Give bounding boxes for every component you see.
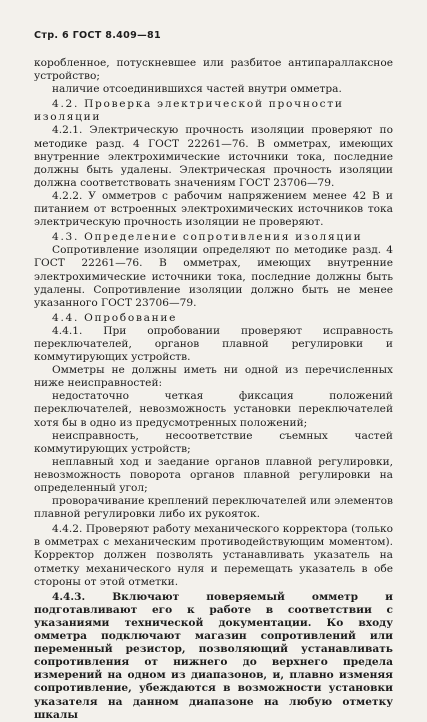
document-body (34, 57, 393, 722)
paragraph: 4.2.1. Электрическую прочность изоляции проверяют по методике разд. 4 ГОСТ 22261—76. В омметрах, имеющих внутренние электрохимические источники тока, последние должны быть удалены. Электрическая прочность изоляции должна соответствовать значениям ГОСТ 23706—79. (34, 124, 393, 189)
list-item: недостаточно четкая фиксация положений переключателей, невозможность установки переключателей хотя бы в одно из предусмотренных положений; (34, 390, 393, 429)
section-heading: 4.3. Определение сопротивления изоляции (52, 231, 363, 244)
paragraph: Омметры не должны иметь ни одной из перечисленных ниже неисправностей: (34, 364, 393, 390)
paragraph: наличие отсоединившихся частей внутри омметра. (52, 83, 342, 96)
paragraph: 4.2.2. У омметров с рабочим напряжением менее 42 В и питанием от встроенных электрохимических источников тока электрическую прочность изоляции не проверяют. (34, 189, 393, 229)
paragraph: 4.4.3. Включают поверяемый омметр и подготавливают его к работе в соответствии с указаниями технической документации. Ко входу омметра подключают магазин сопротивлений или переменный резистор, позволяющий устанавливать сопротивления от нижнего до верхнего предела измерений на одном из диапазонов, и, плавно изменяя сопротивление, убеждаются в возможности установки указателя на данном диапазоне на любую отметку шкалы (34, 590, 393, 721)
paragraph: коробленное, потускневшее или разбитое антипараллаксное устройство; (34, 57, 393, 83)
paragraph: 4.4.1. При опробовании проверяют исправность переключателей, органов плавной регулировки и коммутирующих устройств. (34, 324, 393, 364)
list-item: неисправность, несоответствие съемных частей коммутирующих устройств; (34, 429, 393, 455)
section-heading: 4.2. Проверка электрической прочности изоляции (34, 98, 344, 124)
section-heading: 4.4. Опробование (52, 311, 178, 324)
page-header: Стр. 6 ГОСТ 8.409—81 (34, 30, 161, 41)
paragraph: Сопротивление изоляции определяют по методике разд. 4 ГОСТ 22261—76. В омметрах, имеющих внутренние электрохимические источники тока, последние должны быть удалены. Сопротивление изоляции должно быть не менее указанного ГОСТ 23706—79. (34, 244, 393, 309)
list-item: неплавный ход и заедание органов плавной регулировки, невозможность поворота органов плавной регулировки на определенный угол; (34, 455, 393, 494)
list-item: проворачивание креплений переключателей или элементов плавной регулировки либо их рукояток. (34, 495, 393, 521)
paragraph: 4.4.2. Проверяют работу механического корректора (только в омметрах с механическим противодействующим моментом). Корректор должен позволять устанавливать указатель на отметку механического нуля и перемещать указатель в обе стороны от этой отметки. (34, 523, 393, 588)
